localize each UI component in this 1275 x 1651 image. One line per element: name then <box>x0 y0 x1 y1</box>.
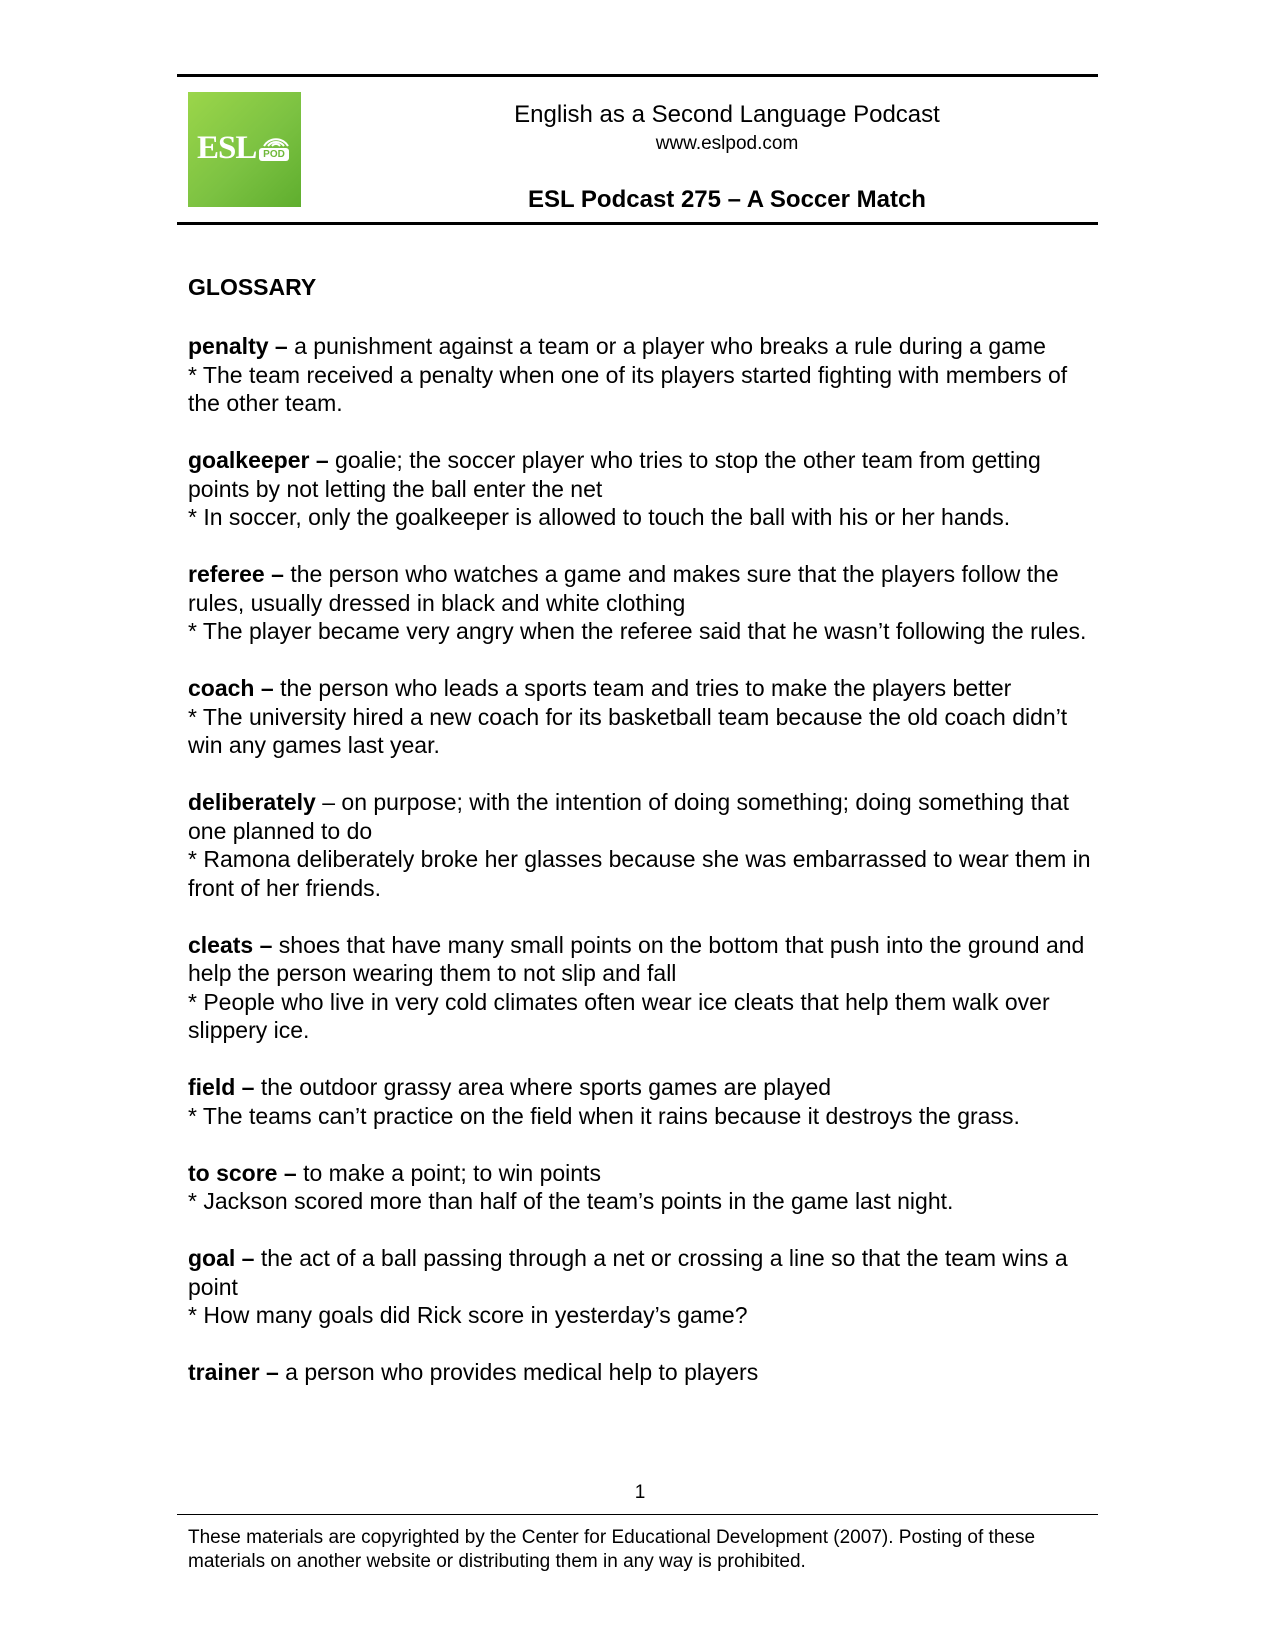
term-separator: – <box>235 1074 255 1100</box>
glossary-term: goal <box>188 1245 236 1271</box>
glossary-definition: shoes that have many small points on the bottom that push into the ground and help the person wearing them to not slip and fall <box>188 931 1085 986</box>
term-separator: – <box>259 1359 279 1385</box>
entry-definition-line <box>188 674 1098 703</box>
entry-definition-line <box>188 1358 1098 1387</box>
glossary-definition: the outdoor grassy area where sports games are played <box>260 1074 832 1100</box>
glossary-entry <box>188 1244 1098 1330</box>
glossary-entry <box>188 446 1098 532</box>
glossary-definition: the act of a ball passing through a net or crossing a line so that the team wins a point <box>188 1245 1068 1300</box>
term-separator: – <box>253 931 273 958</box>
glossary-example: * People who live in very cold climates often wear ice cleats that help them walk over slippery ice. <box>188 988 1050 1043</box>
glossary-definition: on purpose; with the intention of doing something; doing something that one planned to do <box>188 789 1069 844</box>
glossary-definition: to make a point; to win points <box>303 1159 601 1186</box>
glossary-entry <box>188 788 1098 902</box>
section-title: GLOSSARY <box>188 274 317 300</box>
glossary-example: * The university hired a new coach for its basketball team because the old coach didn’t win any games last year. <box>188 703 1068 758</box>
term-separator: – <box>235 1245 255 1271</box>
glossary-entry <box>188 1159 1098 1216</box>
glossary-term: field <box>188 1074 236 1100</box>
glossary-example: * In soccer, only the goalkeeper is allowed to touch the ball with his or her hands. <box>188 504 1011 530</box>
site-title: English as a Second Language Podcast <box>514 101 940 128</box>
entry-definition-line <box>188 560 1098 617</box>
term-separator: – <box>268 333 288 359</box>
glossary-definition: the person who leads a sports team and tries to make the players better <box>280 675 1012 701</box>
glossary-definition: a person who provides medical help to players <box>285 1359 759 1385</box>
header-bottom-rule <box>177 222 1098 225</box>
glossary-example: * The teams can’t practice on the field when it rains because it destroys the grass. <box>188 1102 1020 1129</box>
glossary-term: deliberately <box>188 789 316 815</box>
term-separator: – <box>277 1159 297 1186</box>
glossary-entry <box>188 931 1098 1045</box>
copyright-footer: These materials are copyrighted by the Center for Educational Development (2007). Posting of these materials on another website or distributing them in any way is prohibited. <box>188 1527 1036 1572</box>
eslpod-logo <box>188 92 301 207</box>
entry-definition-line <box>188 1073 1098 1102</box>
podcast-signal-icon <box>262 130 290 148</box>
glossary-definition: a punishment against a team or a player who breaks a rule during a game <box>294 333 1046 359</box>
entry-definition-line <box>188 788 1098 845</box>
logo-text: ESL <box>197 130 257 166</box>
header-top-rule <box>177 74 1098 77</box>
term-separator: – <box>264 561 284 587</box>
glossary-term: coach <box>188 675 255 701</box>
glossary-example: * The team received a penalty when one of its players started fighting with members of the other team. <box>188 361 1068 416</box>
glossary-definition: goalie; the soccer player who tries to stop the other team from getting points by not letting the ball enter the net <box>188 447 1041 502</box>
glossary-example: * How many goals did Rick score in yesterday’s game? <box>188 1302 748 1328</box>
glossary-term: trainer <box>188 1359 260 1385</box>
glossary-example: * Ramona deliberately broke her glasses because she was embarrassed to wear them in front of her friends. <box>188 846 1091 901</box>
glossary-entry <box>188 1073 1098 1130</box>
logo-pod-badge: POD <box>259 148 289 161</box>
glossary-term: penalty <box>188 333 269 359</box>
glossary-term: cleats <box>188 931 254 958</box>
glossary-entry <box>188 560 1098 646</box>
episode-title: ESL Podcast 275 – A Soccer Match <box>528 186 926 213</box>
glossary-example: * Jackson scored more than half of the team’s points in the game last night. <box>188 1188 954 1214</box>
glossary-term: referee <box>188 561 265 587</box>
term-separator: – <box>254 675 274 701</box>
glossary-entry <box>188 674 1098 760</box>
entry-definition-line <box>188 332 1098 361</box>
glossary-term: to score <box>188 1159 278 1186</box>
term-separator: – <box>315 789 336 815</box>
footer-rule <box>177 1514 1098 1515</box>
entry-definition-line <box>188 1159 1098 1188</box>
page-number: 1 <box>634 1482 646 1503</box>
glossary-entry <box>188 1358 1098 1387</box>
term-separator: – <box>309 447 329 473</box>
glossary-list <box>188 332 1098 1415</box>
glossary-entry <box>188 332 1098 418</box>
entry-definition-line <box>188 931 1098 988</box>
entry-definition-line <box>188 446 1098 503</box>
glossary-example: * The player became very angry when the referee said that he wasn’t following the rules. <box>188 618 1087 644</box>
glossary-definition: the person who watches a game and makes sure that the players follow the rules, usually dressed in black and white clothing <box>188 561 1059 616</box>
entry-definition-line <box>188 1244 1098 1301</box>
glossary-term: goalkeeper <box>188 447 310 473</box>
site-url: www.eslpod.com <box>655 133 799 154</box>
